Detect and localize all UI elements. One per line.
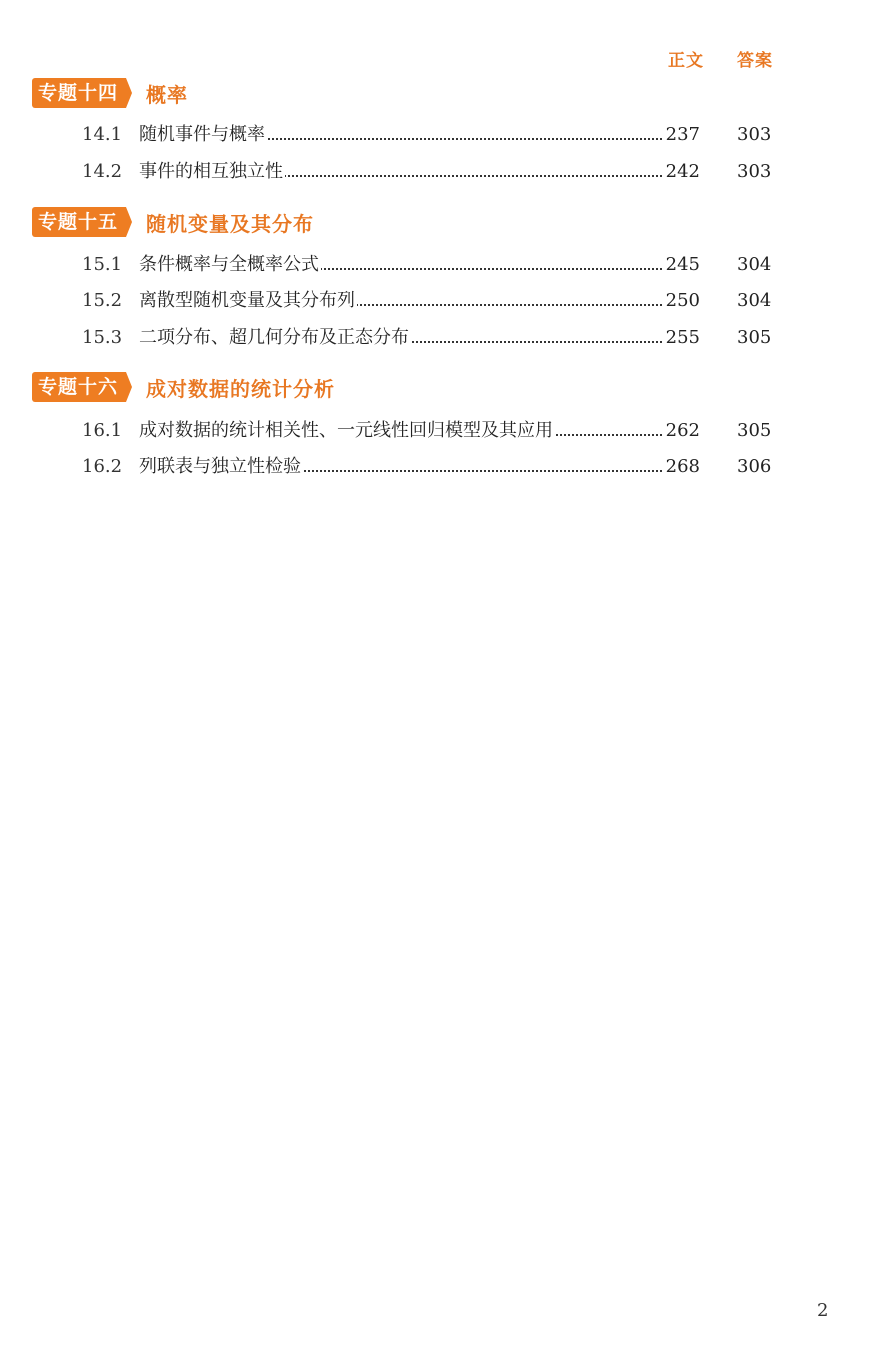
section-number: 15.3 <box>82 327 123 348</box>
footer-page-number: 2 <box>817 1300 829 1321</box>
section-number: 15.2 <box>82 290 123 311</box>
section-number: 14.1 <box>82 124 123 145</box>
section-title: 离散型随机变量及其分布列 <box>139 288 357 314</box>
section-number: 16.1 <box>82 420 123 441</box>
page-number-main: 255 <box>662 325 700 351</box>
topic-heading-16[interactable] <box>32 370 335 404</box>
section-title: 事件的相互独立性 <box>139 159 285 185</box>
page-number-answer: 304 <box>737 290 772 311</box>
page-number-main: 250 <box>662 288 700 314</box>
column-header-main-text: 正文 <box>668 51 704 71</box>
topic-title: 成对数据的统计分析 <box>146 376 336 401</box>
section-title: 条件概率与全概率公式 <box>139 252 321 278</box>
column-header-answer: 答案 <box>737 51 773 71</box>
section-number: 15.1 <box>82 254 123 275</box>
page-number-answer: 304 <box>737 254 772 275</box>
topic-badge: 专题十五 <box>32 207 126 237</box>
section-title: 二项分布、超几何分布及正态分布 <box>139 325 411 351</box>
section-title: 列联表与独立性检验 <box>139 454 303 480</box>
page-number-answer: 303 <box>737 124 772 145</box>
toc-entry[interactable] <box>82 288 782 314</box>
page-number-main: 237 <box>662 122 700 148</box>
toc-entry[interactable] <box>82 122 782 148</box>
topic-badge: 专题十四 <box>32 78 126 108</box>
topic-heading-14[interactable] <box>32 76 188 110</box>
page-number-main: 245 <box>662 252 700 278</box>
topic-badge: 专题十六 <box>32 372 126 402</box>
page-number-main: 262 <box>662 418 700 444</box>
section-number: 14.2 <box>82 161 123 182</box>
toc-entry[interactable] <box>82 159 782 185</box>
page-number-answer: 306 <box>737 456 772 477</box>
topic-title: 随机变量及其分布 <box>146 211 315 236</box>
page-number-main: 242 <box>662 159 700 185</box>
page-number-main: 268 <box>662 454 700 480</box>
topic-heading-15[interactable] <box>32 205 314 239</box>
toc-entry[interactable] <box>82 252 782 278</box>
section-number: 16.2 <box>82 456 123 477</box>
toc-entry[interactable] <box>82 418 782 444</box>
toc-entry[interactable] <box>82 454 782 480</box>
page-number-answer: 305 <box>737 327 772 348</box>
toc-entry[interactable] <box>82 325 782 351</box>
section-title: 成对数据的统计相关性、一元线性回归模型及其应用 <box>139 418 555 444</box>
section-title: 随机事件与概率 <box>139 122 267 148</box>
page-number-answer: 303 <box>737 161 772 182</box>
topic-title: 概率 <box>146 82 189 107</box>
page-number-answer: 305 <box>737 420 772 441</box>
